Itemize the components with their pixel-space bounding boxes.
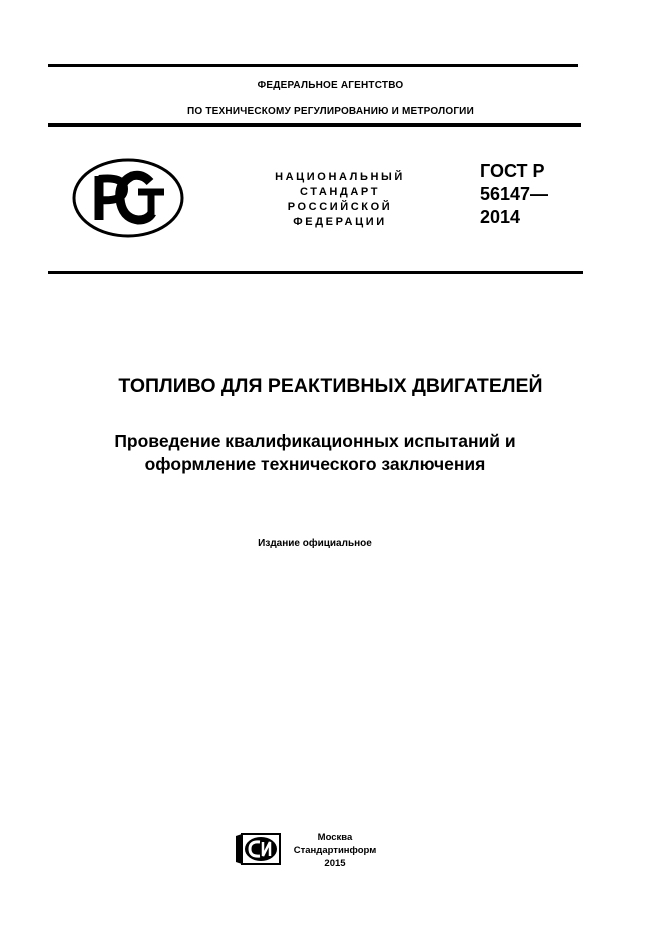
document-subtitle-line2: оформление технического заключения [144,454,486,474]
publisher-city: Москва [317,832,353,843]
standard-type-line1: НАЦИОНАЛЬНЫЙ [275,171,405,183]
top-rule [48,64,578,67]
rst-logo [72,158,184,238]
gost-code-line3: 2014 [480,207,521,227]
standard-type-line3: РОССИЙСКОЙ [287,201,393,213]
document-subtitle-line1: Проведение квалификационных испытаний и [114,431,516,451]
agency-name-line1: ФЕДЕРАЛЬНОЕ АГЕНТСТВО [257,80,404,91]
gost-code-line2: 56147— [480,184,549,204]
agency-name-line2: ПО ТЕХНИЧЕСКОМУ РЕГУЛИРОВАНИЮ И МЕТРОЛОГИИ [187,106,474,117]
header-bottom-rule [48,123,581,127]
standartinform-logo [234,832,282,866]
standard-type-line2: СТАНДАРТ [299,186,381,198]
standard-bottom-rule [48,271,583,274]
publisher-name: Стандартинформ [293,845,377,856]
standard-type-line4: ФЕДЕРАЦИИ [293,216,387,228]
gost-code-line1: ГОСТ Р [480,161,545,181]
publisher-year: 2015 [324,858,346,869]
document-title: ТОПЛИВО ДЛЯ РЕАКТИВНЫХ ДВИГАТЕЛЕЙ [118,375,543,397]
edition-label: Издание официальное [258,538,372,549]
